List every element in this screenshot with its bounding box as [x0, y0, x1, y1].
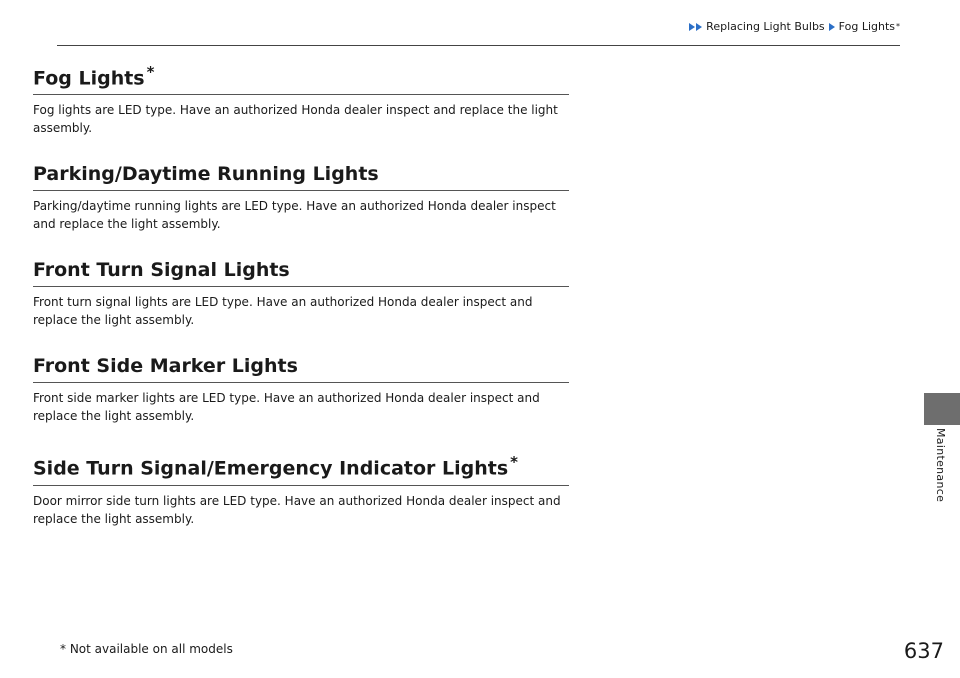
section-title-text: Parking/Daytime Running Lights — [33, 163, 379, 186]
breadcrumb-arrow-icon — [689, 23, 703, 31]
section-body: Door mirror side turn lights are LED type. Have an authorized Honda dealer inspect and replace the light assembly. — [33, 493, 561, 526]
section-title-text: Front Side Marker Lights — [33, 355, 298, 378]
section-fog-lights — [33, 60, 569, 137]
chapter-label: Maintenance — [934, 428, 947, 503]
not-all-models-marker: * — [146, 63, 155, 81]
section-title — [33, 450, 569, 485]
breadcrumb — [689, 20, 900, 33]
section-title — [33, 60, 569, 95]
page-number: 637 — [903, 639, 944, 663]
not-all-models-marker: * — [510, 453, 519, 472]
breadcrumb-current: Fog Lights — [838, 20, 895, 33]
section-title-text: Front Turn Signal Lights — [33, 259, 290, 282]
footnote: * Not available on all models — [60, 642, 233, 656]
chapter-tab[interactable] — [924, 393, 960, 425]
content-column — [33, 60, 569, 528]
section-body: Fog lights are LED type. Have an authorized Honda dealer inspect and replace the light assembly. — [33, 103, 558, 136]
breadcrumb-marker: * — [896, 22, 900, 31]
section-title — [33, 162, 569, 191]
section-body: Front side marker lights are LED type. Have an authorized Honda dealer inspect and replace the light assembly. — [33, 391, 540, 424]
breadcrumb-parent[interactable]: Replacing Light Bulbs — [706, 20, 825, 33]
section-body: Parking/daytime running lights are LED type. Have an authorized Honda dealer inspect and replace the light assembly. — [33, 199, 556, 232]
section-title-text: Side Turn Signal/Emergency Indicator Lights — [33, 457, 509, 480]
section-body: Front turn signal lights are LED type. Have an authorized Honda dealer inspect and replace the light assembly. — [33, 295, 533, 328]
section-side-turn-signal-lights — [33, 450, 569, 527]
breadcrumb-arrow-icon — [829, 23, 836, 31]
section-title-text: Fog Lights — [33, 67, 145, 90]
header-rule — [57, 45, 900, 46]
section-front-turn-signal-lights — [33, 258, 569, 329]
section-title — [33, 354, 569, 383]
section-front-side-marker-lights — [33, 354, 569, 425]
section-title — [33, 258, 569, 287]
section-parking-daytime-running-lights — [33, 162, 569, 233]
